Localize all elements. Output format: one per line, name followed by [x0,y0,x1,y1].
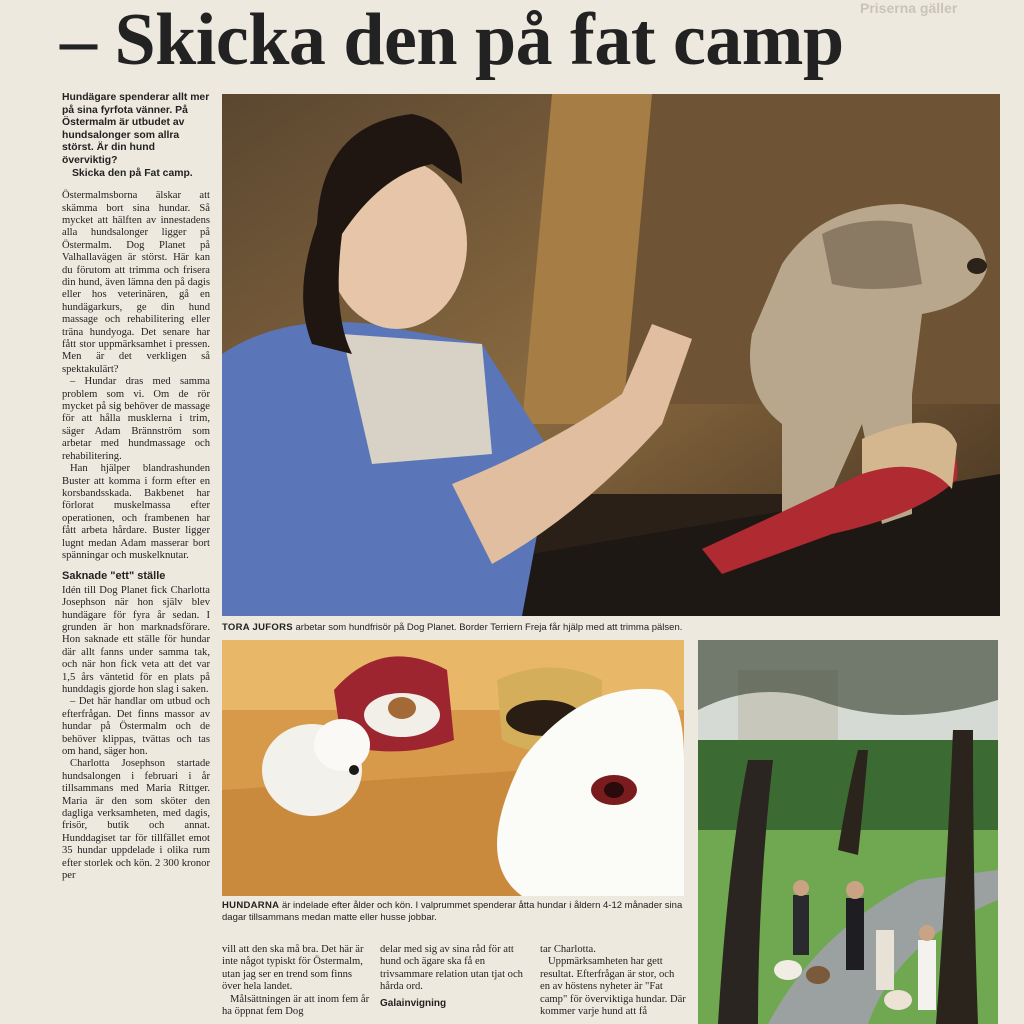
body-paragraph: – Det här handlar om utbud och efterfrågan. Det finns massor av hundar på Östermalm och de behöver klippas, tvättas och tas om hand, säger hon. [62,696,210,758]
puppy-room-photo [222,640,684,896]
body-paragraph: Östermalmsborna älskar att skämma bort sina hundar. Så mycket att hälften av innestadens alla hundsalonger ligger på Östermalm. Dog Planet på Valhallavägen är störst. Här kan du förutom att trimma och frisera din hund, även lämna den på dagis eller hos veterinären, gå en hundägarkurs, ge din hund massage och rehabilitering eller träna hundyoga. Det senare har fått stor uppmärksamhet i pressen. Men är det verkligen så spektakulärt? [62,190,210,375]
headline: – Skicka den på fat camp [60,0,844,81]
body-paragraph: vill att den ska må bra. Det här är inte något typiskt för Östermalm, utan jag ser en trend som finns över hela landet. [222,944,364,993]
lead-subline: Skicka den på Fat camp. [72,167,193,179]
section-subhead: Galainvigning [380,997,447,1009]
groomer-photo [222,94,1000,616]
caption-text: är indelade efter ålder och kön. I valprummet spenderar åtta hundar i åldern 4-12 månader sina dagar tillsammans medan matte eller husse jobbar. [222,900,683,923]
groomer-photo-caption [222,622,1002,634]
puppy-room-caption [222,900,688,924]
bottom-column-1 [222,944,370,1018]
article-column-left [62,92,210,883]
body-paragraph: Idén till Dog Planet fick Charlotta Josephson när hon själv blev hundägare för fyra år sedan. I grunden är hon marknadsförare. Hon saknade ett ställe för hundar där allt fanns under samma tak, och när hon fick veta att det var 1,5 års väntetid för en plats på hunddagis gjorde hon slag i saken. [62,584,210,695]
puppy-room-illustration [222,640,684,896]
article-lead [62,92,210,180]
dog-walkers-photo [698,640,998,1024]
groomer-photo-illustration [222,94,1000,616]
body-paragraph: Charlotta Josephson startade hundsalongen i februari i år tillsammans med Maria Rittger. Maria är den som sköter den dagliga verksamheten, med dagis, frisör, butik och annat. Hunddagiset tar för tillfället emot 35 hundar uppdelade i olika rum efter storlek och kön. 2 300 kronor per [62,758,210,882]
body-paragraph: delar med sig av sina råd för att hund och ägare ska få en trivsammare relation utan tjat och hårda ord. [380,944,523,993]
body-paragraph: Uppmärksamheten har gett resultat. Efterfrågan är stor, och en av höstens nyheter är "Fat camp" för överviktiga hundar. Där kommer varje hund att få [540,956,686,1018]
caption-text: arbetar som hundfrisör på Dog Planet. Border Terriern Freja får hjälp med att trimma pälsen. [295,622,683,633]
masthead-fragment: Priserna gäller [860,0,958,16]
section-subhead: Saknade "ett" ställe [62,570,166,583]
body-paragraph: Målsättningen är att inom fem år ha öppnat fem Dog [222,993,370,1018]
caption-name: HUNDARNA [222,900,280,911]
bottom-column-3 [540,944,686,1018]
body-paragraph: Han hjälper blandrashunden Buster att komma i form efter en korsbandsskada. Bakbenet har förlorat muskelmassa efter operationen, och frambenen har fått arbeta hårdare. Buster ligger lugnt medan Adam masserar bort spänningar och muskelknutar. [62,463,210,561]
caption-name: TORA JUFORS [222,622,293,633]
bottom-column-2 [380,944,526,1010]
body-paragraph: – Hundar dras med samma problem som vi. Om de rör mycket på sig behöver de massage för att hålla musklerna i trim, säger Adam Brännström som arbetar med hundmassage och rehabilitering. [62,376,210,462]
lead-text: Hundägare spenderar allt mer på sina fyrfota vänner. På Östermalm är utbudet av hundsalonger som allra störst. Är din hund överviktig? [62,92,210,166]
dog-walkers-illustration [698,640,998,1024]
body-paragraph: tar Charlotta. [540,944,596,955]
